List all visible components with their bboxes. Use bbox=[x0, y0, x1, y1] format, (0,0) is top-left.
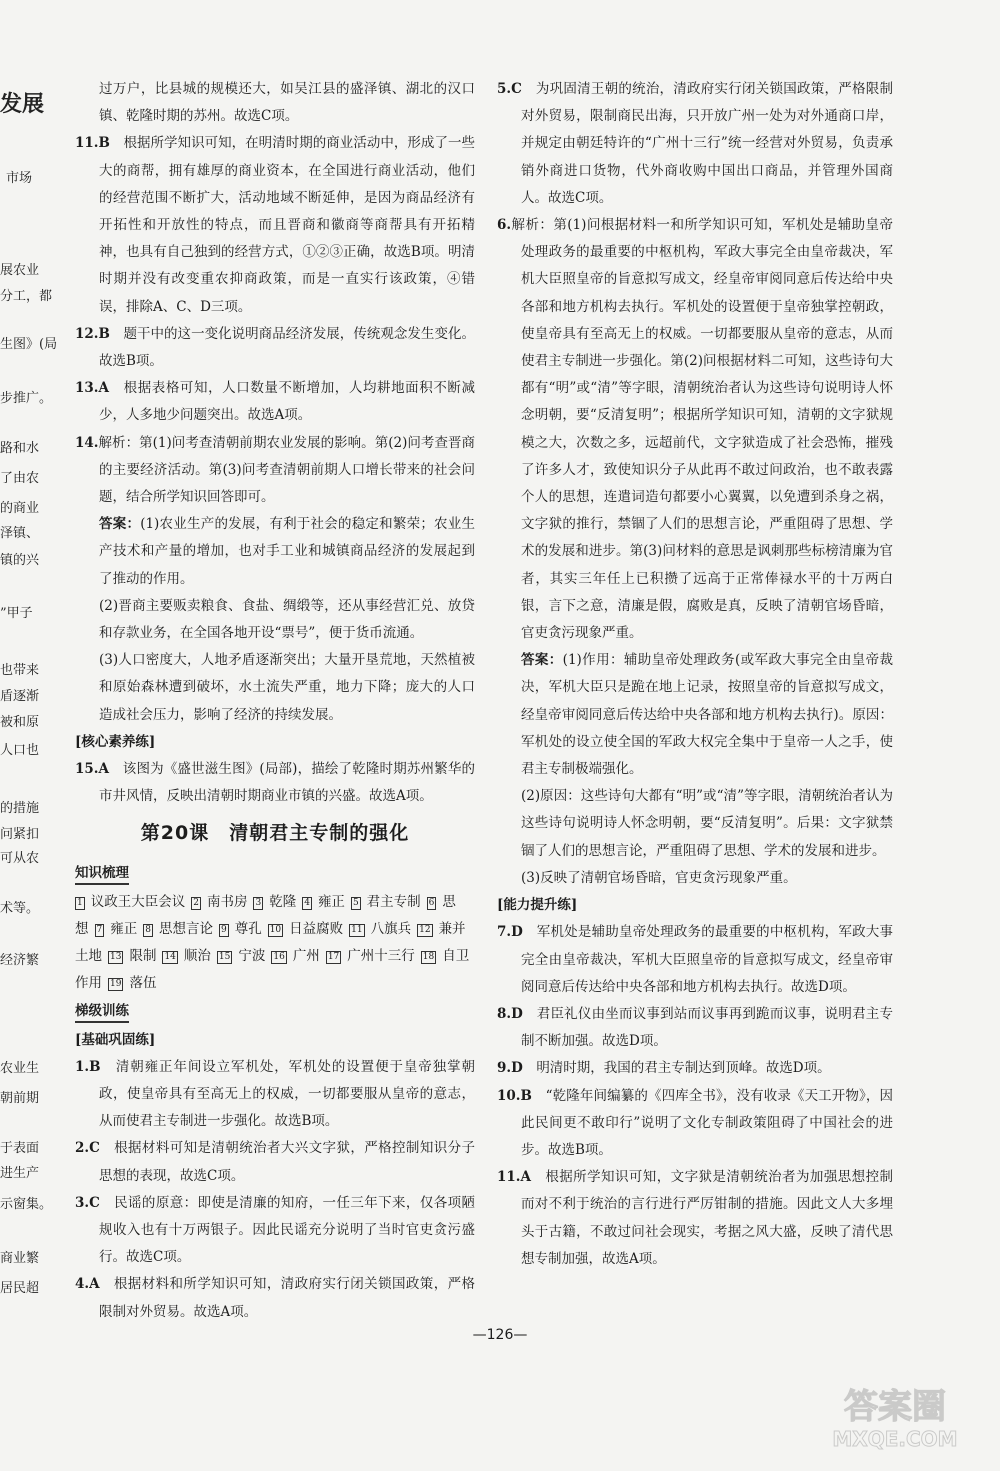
point-text: 兼并土地 bbox=[75, 920, 466, 965]
basic-item-2: 2.C 根据材料可知是清朝统治者大兴文字狱，严格控制知识分子思想的表现，故选C项。 bbox=[75, 1140, 476, 1184]
margin-fragment: 朝前期 bbox=[0, 1091, 40, 1106]
point-text: 顺治 bbox=[183, 948, 211, 965]
margin-fragment: 也带来 bbox=[0, 663, 40, 678]
point-text: 宁波 bbox=[238, 948, 266, 965]
margin-fragment: 进生产 bbox=[0, 1166, 40, 1181]
knowledge-point bbox=[108, 948, 156, 964]
ability-item-9: 9.D 明清时期，我国的君主专制达到顶峰。故选D项。 bbox=[497, 1060, 831, 1077]
point-number: 8 bbox=[145, 924, 151, 935]
answer-14-part1: 答案：(1)农业生产的发展，有利于社会的稳定和繁荣；农业生产技术和产量的增加，也对手工业和城镇商品经济的发展起到了推动的作用。 bbox=[99, 516, 476, 587]
margin-fragment: 市场 bbox=[6, 171, 33, 186]
point-number: 18 bbox=[422, 952, 435, 963]
core-literacy-heading: [核心素养练] bbox=[75, 733, 156, 750]
point-text: 思想言论 bbox=[158, 920, 213, 937]
point-number: 19 bbox=[110, 979, 122, 990]
margin-fragment: 问紧扣 bbox=[0, 827, 40, 842]
point-text: 南书房 bbox=[206, 893, 248, 910]
margin-fragment: 农业生 bbox=[0, 1061, 40, 1076]
basic-item-4: 4.A 根据材料和所学知识可知，清政府实行闭关锁国政策，严格限制对外贸易。故选A项。 bbox=[75, 1276, 476, 1320]
answer-14-part3: (3)人口密度大，人地矛盾逐渐突出；大量开垦荒地，天然植被和原始森林遭到破坏，水土流失严重，地力下降；庞大的人口造成社会压力，影响了经济的持续发展。 bbox=[99, 652, 475, 723]
answer-item-13: 13.A 根据表格可知，人口数量不断增加，人均耕地面积不断减少，人多地少问题突出。故选A项。 bbox=[75, 380, 475, 424]
knowledge-point bbox=[326, 948, 415, 964]
point-number: 12 bbox=[419, 924, 431, 935]
answer-6-part1: 答案：(1)作用：辅助皇帝处理政务(或军政大事完全由皇帝裁决，军机大臣只是跪在地上记录，按照皇帝的旨意拟写成文，经皇帝审阅同意后传达给中央各部和地方机构去执行)。原因：军机处的设立使全国的军政大权完全集中于皇帝一人之手，使君主专制极端强化。 bbox=[521, 652, 894, 778]
point-text: 君主专制 bbox=[366, 893, 421, 910]
ability-item-8: 8.D 君臣礼仪由坐而议事到站而议事再到跪而议事，说明君主专制不断加强。故选D项。 bbox=[497, 1005, 893, 1050]
answer-item-5: 5.C 为巩固清王朝的统治，清政府实行闭关锁国政策，严格限制对外贸易，限制商民出海，只开放广州一处为对外通商口岸，并规定由朝廷特许的“广州十三行”统一经营对外贸易，负责承销外商进口货物，代外商收购中国出口商品，并管理外国商人。故选C项。 bbox=[497, 81, 894, 206]
knowledge-point bbox=[162, 948, 210, 964]
basic-practice-heading: [基础巩固练] bbox=[75, 1031, 156, 1048]
answer-14-part2: (2)晋商主要贩卖粮食、食盐、绸缎等，还从事经营汇兑、放贷和存款业务，在全国各地开设“票号”，便于货币流通。 bbox=[99, 597, 475, 642]
point-text: 雍正 bbox=[317, 893, 345, 910]
point-text: 议政王大臣会议 bbox=[90, 893, 186, 910]
knowledge-point bbox=[75, 894, 185, 910]
lesson-title: 第20课 清朝君主专制的强化 bbox=[140, 822, 410, 845]
point-text: 自卫作用 bbox=[75, 948, 470, 992]
knowledge-point bbox=[143, 921, 213, 937]
knowledge-point bbox=[302, 894, 345, 910]
point-number: 13 bbox=[110, 952, 122, 963]
point-number: 4 bbox=[304, 897, 310, 908]
margin-fragment: 发展 bbox=[0, 91, 45, 117]
margin-fragment: 分工，都 bbox=[0, 289, 53, 304]
page-number: —126— bbox=[472, 1327, 528, 1343]
basic-item-1: 1.B 清朝雍正年间设立军机处，军机处的设置便于皇帝独掌朝政，使皇帝具有至高无上的权威，一切都要服从皇帝的意志，从而使君主专制进一步强化。故选B项。 bbox=[75, 1058, 476, 1130]
knowledge-point bbox=[268, 921, 343, 937]
knowledge-point bbox=[219, 921, 262, 937]
left-column bbox=[75, 76, 475, 1326]
margin-fragment: 于表面 bbox=[0, 1141, 40, 1156]
margin-fragment: 居民超 bbox=[0, 1281, 40, 1296]
point-number: 9 bbox=[220, 924, 227, 935]
right-column bbox=[497, 76, 893, 1273]
margin-fragment: 术等。 bbox=[0, 901, 40, 916]
point-text: 落伍 bbox=[129, 975, 157, 992]
margin-fragment: 人口也 bbox=[0, 743, 40, 758]
point-text: 广州 bbox=[292, 948, 320, 965]
ladder-training-heading: 梯级训练 bbox=[75, 1001, 129, 1023]
point-text: 日益腐败 bbox=[289, 920, 344, 937]
point-number: 2 bbox=[193, 897, 199, 908]
point-number: 5 bbox=[352, 897, 359, 908]
knowledge-point bbox=[271, 948, 319, 964]
margin-fragment: 经济繁 bbox=[0, 953, 40, 968]
point-number: 16 bbox=[273, 952, 285, 963]
basic-item-3: 3.C 民谣的原意：即使是清廉的知府，一任三年下来，仅各项陋规收入也有十万两银子。因此民谣充分说明了当时官吏贪污盛行。故选C项。 bbox=[75, 1194, 476, 1266]
knowledge-heading: 知识梳理 bbox=[75, 863, 129, 885]
answer-item-14: 14.解析：第(1)问考查清朝前期农业发展的影响。第(2)问考查晋商的主要经济活动。第(3)问考查清朝前期人口增长带来的社会问题，结合所学知识回答即可。 bbox=[75, 434, 475, 506]
point-text: 限制 bbox=[129, 948, 157, 965]
point-number: 15 bbox=[218, 952, 231, 963]
margin-fragment: 展农业 bbox=[0, 263, 40, 278]
answer-item-15: 15.A 该图为《盛世滋生图》(局部)，描绘了乾隆时期苏州繁华的市井风情，反映出清朝时期商业市镇的兴盛。故选A项。 bbox=[75, 761, 475, 805]
knowledge-point bbox=[191, 894, 247, 910]
point-number: 6 bbox=[428, 897, 435, 908]
point-number: 17 bbox=[327, 952, 340, 963]
margin-fragment: 商业繁 bbox=[0, 1251, 40, 1266]
point-number: 7 bbox=[96, 924, 103, 935]
knowledge-point bbox=[253, 894, 296, 910]
intro-paragraph: 过万户，比县城的规模还大，如吴江县的盛泽镇、湖北的汉口镇、乾隆时期的苏州。故选C项。 bbox=[99, 81, 475, 125]
point-text: 八旗兵 bbox=[370, 920, 412, 937]
answer-item-12: 12.B 题干中的这一变化说明商品经济发展，传统观念发生变化。故选B项。 bbox=[75, 325, 476, 370]
answer-6-part2: (2)原因：这些诗句大都有“明”或“清”等字眼，清朝统治者认为这些诗句说明诗人怀念明朝，要“反清复明”。后果：文字狱禁锢了人们的思想言论，严重阻碍了思想、学术的发展和进步。 bbox=[521, 788, 893, 859]
margin-fragment: 路和水 bbox=[0, 441, 40, 456]
point-text: 思想 bbox=[75, 893, 456, 937]
knowledge-point bbox=[349, 921, 411, 937]
margin-fragment: 的措施 bbox=[0, 801, 40, 816]
margin-fragment: 镇的兴 bbox=[0, 553, 40, 568]
point-number: 14 bbox=[164, 952, 176, 963]
point-number: 10 bbox=[269, 924, 282, 935]
watermark-logo bbox=[820, 1378, 970, 1453]
margin-fragment: 的商业 bbox=[0, 501, 40, 516]
knowledge-points bbox=[75, 889, 475, 998]
point-text: 乾隆 bbox=[269, 893, 297, 910]
knowledge-point bbox=[351, 894, 421, 910]
margin-fragment: 示窗集。 bbox=[0, 1197, 53, 1212]
point-text: 广州十三行 bbox=[347, 948, 415, 965]
ability-item-10: 10.B “乾隆年间编纂的《四库全书》，没有收录《天工开物》，因此民间更不敢印行”说明了文化专制政策阻碍了中国社会的进步。故选B项。 bbox=[497, 1087, 894, 1158]
answer-6-part3: (3)反映了清朝官场昏暗，官吏贪污现象严重。 bbox=[521, 869, 797, 886]
point-number: 3 bbox=[255, 897, 262, 908]
margin-fragment: 盾逐渐 bbox=[0, 689, 40, 704]
ability-item-7: 7.D 军机处是辅助皇帝处理政务的最重要的中枢机构，军政大事完全由皇帝裁决，军机大臣照皇帝的旨意拟写成文，经皇帝审阅同意后传达给中央各部和地方机构去执行。故选D项。 bbox=[497, 924, 893, 995]
knowledge-point bbox=[108, 975, 156, 991]
margin-fragment: 生图》(局 bbox=[0, 337, 58, 352]
margin-fragment: 可从农 bbox=[0, 851, 40, 866]
answer-item-11: 11.B 根据所学知识可知，在明清时期的商业活动中，形成了一些大的商帮，拥有雄厚的商业资本，在全国进行商业活动，他们的经营范围不断扩大，活动地域不断延伸，是因为商品经济有开拓性和开放性的特点，而且晋商和徽商等商帮具有开拓精神，也具有自己独到的经营方式，①②③正确，故选B项。明清时期并没有改变重农抑商政策，而是一直实行该政策，④错误，排除A、C、D三项。 bbox=[75, 135, 476, 315]
point-text: 雍正 bbox=[110, 920, 138, 937]
margin-fragment: 泽镇、 bbox=[0, 526, 40, 541]
margin-fragment: 被和原 bbox=[0, 715, 40, 730]
knowledge-point bbox=[217, 948, 265, 964]
watermark-url: MXQE.COM bbox=[832, 1427, 958, 1451]
watermark-text: 答案圈 bbox=[844, 1387, 946, 1427]
ability-practice-heading: [能力提升练] bbox=[497, 897, 578, 914]
point-number: 1 bbox=[77, 897, 83, 908]
answer-item-6: 6.解析：第(1)问根据材料一和所学知识可知，军机处是辅助皇帝处理政务的最重要的中枢机构，军政大事完全由皇帝裁决，军机大臣照皇帝的旨意拟写成文，经皇帝审阅同意后传达给中央各部和地方机构去执行。军机处的设置便于皇帝独掌控朝政，使皇帝具有至高无上的权威。一切都要服从皇帝的意志，从而使君主专制进一步强化。第(2)问根据材料二可知，这些诗句大都有“明”或“清”等字眼，清朝统治者认为这些诗句说明诗人怀念明朝，要“反清复明”；根据所学知识可知，清朝的文字狱规模之大，次数之多，远超前代，文字狱造成了社会恐怖，摧残了许多人才，致使知识分子从此再不敢过问政治，也不敢表露个人的思想，连遣词造句都要小心翼翼，以免遭到杀身之祸，文字狱的推行，禁锢了人们的思想言论，严重阻碍了思想、学术的发展和进步。第(3)问材料的意思是讽刺那些标榜清廉为官者，其实三年任上已积攒了远高于正常俸禄水平的十万两白银，言下之意，清廉是假，腐败是真，反映了清朝官场昏暗，官吏贪污现象严重。 bbox=[497, 217, 893, 642]
margin-fragment: 了由农 bbox=[0, 471, 40, 486]
margin-fragment: 步推广。 bbox=[0, 391, 53, 406]
ability-item-11: 11.A 根据所学知识可知，文字狱是清朝统治者为加强思想控制而对不利于统治的言行进行严厉钳制的措施。因此文人大多埋头于古籍，不敢过问社会现实，考据之风大盛，反映了清代思想专制加强，故选A项。 bbox=[497, 1169, 894, 1267]
knowledge-point bbox=[95, 921, 138, 937]
point-text: 尊孔 bbox=[234, 920, 262, 937]
margin-fragment: ”甲子 bbox=[0, 606, 33, 621]
point-number: 11 bbox=[351, 924, 363, 935]
